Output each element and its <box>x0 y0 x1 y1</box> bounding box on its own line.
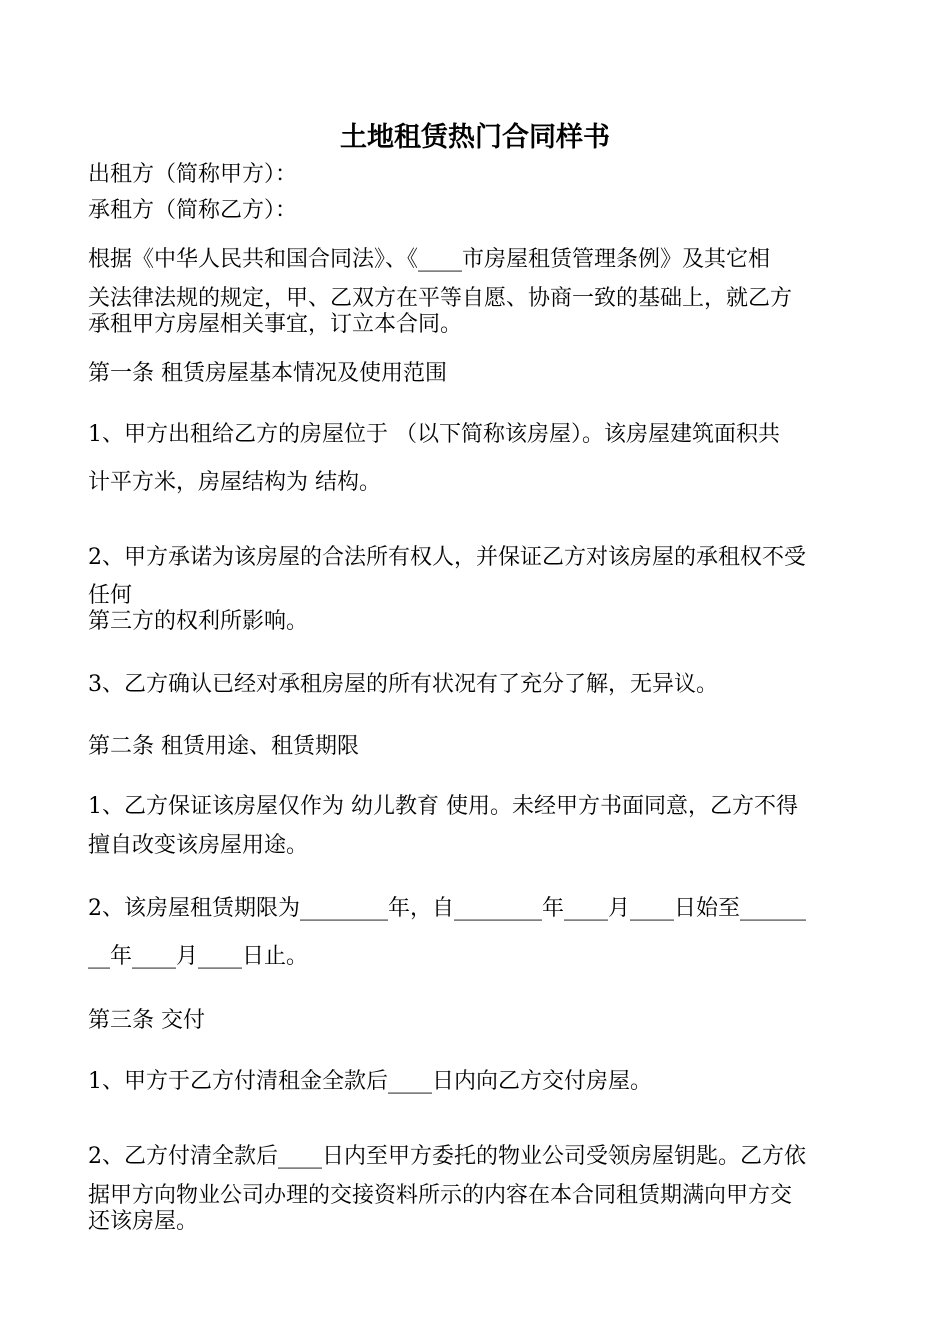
article3-item2-line: 2、乙方付清全款后____日内至甲方委托的物业公司受领房屋钥匙。乙方依 <box>88 1144 806 1169</box>
article3-item1-line: 1、甲方于乙方付清租金全款后____日内向乙方交付房屋。 <box>88 1069 652 1094</box>
article3-heading: 第三条 交付 <box>88 1008 205 1033</box>
article1-item2-line: 任何 <box>88 583 133 608</box>
article2-item1-line: 1、乙方保证该房屋仅作为 幼儿教育 使用。未经甲方书面同意，乙方不得 <box>88 794 798 819</box>
article1-item2-line: 第三方的权利所影响。 <box>88 609 309 634</box>
article3-item2-line: 还该房屋。 <box>88 1209 199 1234</box>
article1-item2-line: 2、甲方承诺为该房屋的合法所有权人，并保证乙方对该房屋的承租权不受 <box>88 545 806 570</box>
article2-item2-line: 2、该房屋租赁期限为________年，自________年____月____日始至______ <box>88 896 806 921</box>
document-title: 土地租赁热门合同样书 <box>340 122 610 153</box>
preamble-line: 承租甲方房屋相关事宜，订立本合同。 <box>88 312 463 337</box>
preamble-line: 根据《中华人民共和国合同法》、《____市房屋租赁管理条例》及其它相 <box>88 247 771 272</box>
lessor-line: 出租方（简称甲方）： <box>88 162 298 187</box>
article1-item1-line: 1、甲方出租给乙方的房屋位于 （以下简称该房屋）。该房屋建筑面积共 <box>88 422 780 447</box>
article2-item2-line: __年____月____日止。 <box>88 944 309 969</box>
article2-heading: 第二条 租赁用途、租赁期限 <box>88 734 359 759</box>
lessee-line: 承租方（简称乙方）： <box>88 198 298 223</box>
article1-item1-line: 计平方米，房屋结构为 结构。 <box>88 470 381 495</box>
article1-heading: 第一条 租赁房屋基本情况及使用范围 <box>88 361 447 386</box>
article1-item3-line: 3、乙方确认已经对承租房屋的所有状况有了充分了解，无异议。 <box>88 672 718 697</box>
preamble-line: 关法律法规的规定，甲、乙双方在平等自愿、协商一致的基础上，就乙方 <box>88 286 793 311</box>
article3-item2-line: 据甲方向物业公司办理的交接资料所示的内容在本合同租赁期满向甲方交 <box>88 1183 793 1208</box>
article2-item1-line: 擅自改变该房屋用途。 <box>88 833 309 858</box>
